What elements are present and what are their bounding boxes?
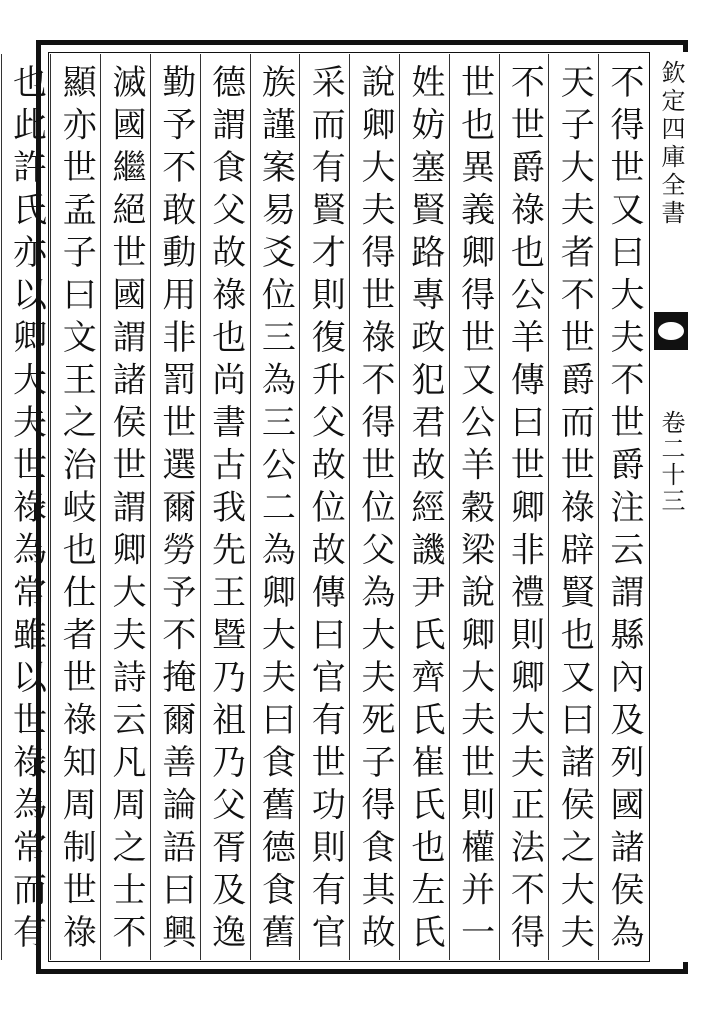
text-column-7: 采而有賢才則復升父故位故傳曰官有世功則有官 [299,54,349,960]
text-column-8: 族謹案易爻位三為三公二為卿大夫曰食舊德食舊 [250,54,300,960]
book-title: 欽定四庫全書 [657,60,685,228]
text-column-11: 滅國繼絕世國謂諸侯世謂卿大夫詩云凡周之士不 [100,54,150,960]
text-column-9: 德謂食父故祿也尚書古我先王暨乃祖乃父胥及逸 [200,54,250,960]
text-column-6: 說卿大夫得世祿不得世位父為大夫死子得食其故 [349,54,399,960]
text-column-2: 天子大夫者不世爵而世祿辟賢也又曰諸侯之大夫 [548,54,598,960]
juan-number: 卷二十三 [657,410,685,514]
text-column-10: 勤予不敢動用非罰世選爾勞予不掩爾善論語曰興 [150,54,200,960]
text-column-12: 顯亦世孟子曰文王之治岐也仕者世祿知周制世祿 [50,54,100,960]
text-columns [6,54,648,960]
text-column-13: 也此許氏亦以卿大夫世祿為常雖以世祿為常而有 [1,54,51,960]
text-column-5: 姓妨塞賢路專政犯君故經譏尹氏齊氏崔氏也左氏 [399,54,449,960]
text-column-3: 不世爵祿也公羊傳曰世卿非禮則卿大夫正法不得 [499,54,549,960]
text-column-1: 不得世又曰大夫不世爵注云謂縣內及列國諸侯為 [598,54,648,960]
fish-tail-mark [654,312,688,350]
text-column-4: 世也異義卿得世又公羊穀梁說卿大夫世則權并一 [449,54,499,960]
